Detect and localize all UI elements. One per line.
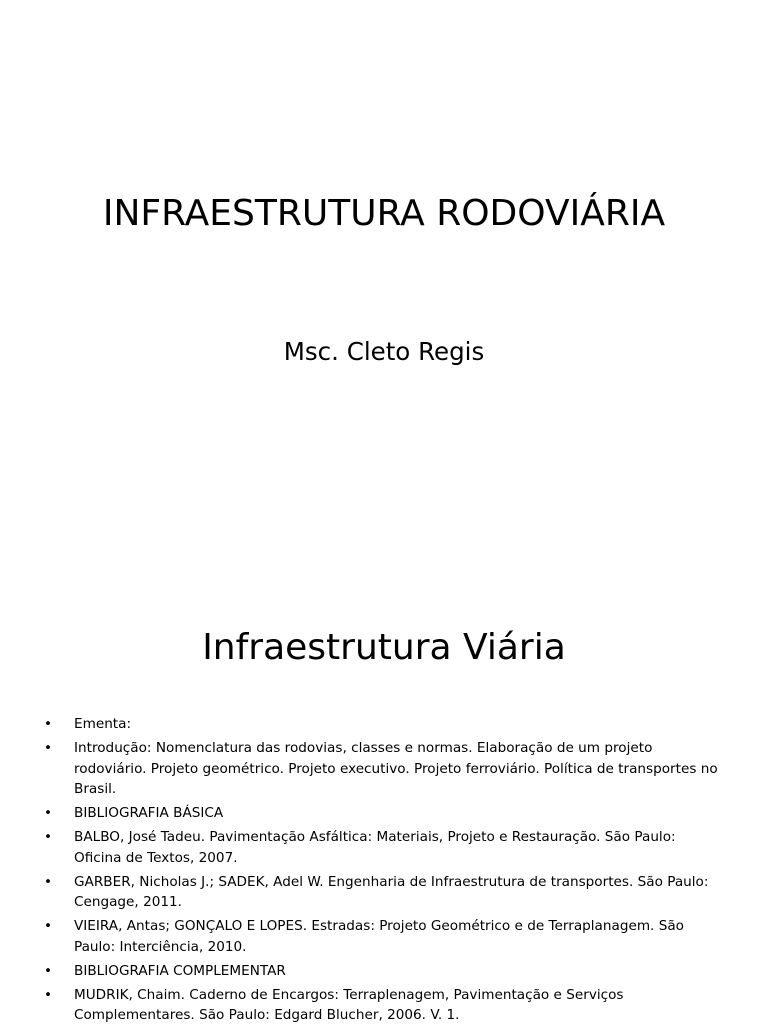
bullet-text: GARBER, Nicholas J.; SADEK, Adel W. Engenharia de Infraestrutura de transportes. São Paulo: Cengage, 2011. <box>74 873 709 910</box>
bullet-icon: • <box>44 829 53 845</box>
bullet-item-garber <box>44 872 726 913</box>
bullet-list <box>44 714 726 1029</box>
bullet-text: Introdução: Nomenclatura das rodovias, classes e normas. Elaboração de um projeto rodoviário. Projeto geométrico. Projeto executivo. Projeto ferroviário. Política de transportes no Brasil. <box>74 740 718 797</box>
bullet-icon: • <box>44 962 53 979</box>
slide-author: Msc. Cleto Regis <box>283 337 485 366</box>
bullet-text: MUDRIK, Chaim. Caderno de Encargos: Terraplenagem, Pavimentação e Serviços Complementares. São Paulo: Edgard Blucher, 2006. V. 1. <box>74 986 624 1023</box>
bullet-icon: • <box>44 740 53 756</box>
bullet-icon: • <box>44 986 53 1003</box>
slide-syllabus-heading: Infraestrutura Viária <box>202 627 566 668</box>
bullet-item-bibliografia-complementar <box>44 961 726 982</box>
bullet-text: VIEIRA, Antas; GONÇALO E LOPES. Estradas: Projeto Geométrico e de Terraplanagem. São Paulo: Interciência, 2010. <box>74 918 684 955</box>
bullet-icon: • <box>44 716 53 732</box>
slide-title-heading: INFRAESTRUTURA RODOVIÁRIA <box>102 193 666 234</box>
bullet-text: BIBLIOGRAFIA COMPLEMENTAR <box>74 962 286 979</box>
bullet-text: Ementa: <box>74 716 132 732</box>
bullet-icon: • <box>44 873 53 890</box>
bullet-item-ementa <box>44 714 726 735</box>
bullet-icon: • <box>44 918 53 934</box>
bullet-item-vieira <box>44 916 726 957</box>
bullet-item-balbo <box>44 827 726 868</box>
bullet-item-introducao <box>44 738 726 800</box>
bullet-text: BIBLIOGRAFIA BÁSICA <box>74 805 224 821</box>
bullet-text: BALBO, José Tadeu. Pavimentação Asfáltica: Materiais, Projeto e Restauração. São Paulo: Oficina de Textos, 2007. <box>74 829 676 866</box>
slide-syllabus <box>0 576 768 1024</box>
bullet-item-bibliografia-basica <box>44 803 726 824</box>
bullet-icon: • <box>44 805 53 821</box>
bullet-item-mudrik <box>44 985 726 1026</box>
